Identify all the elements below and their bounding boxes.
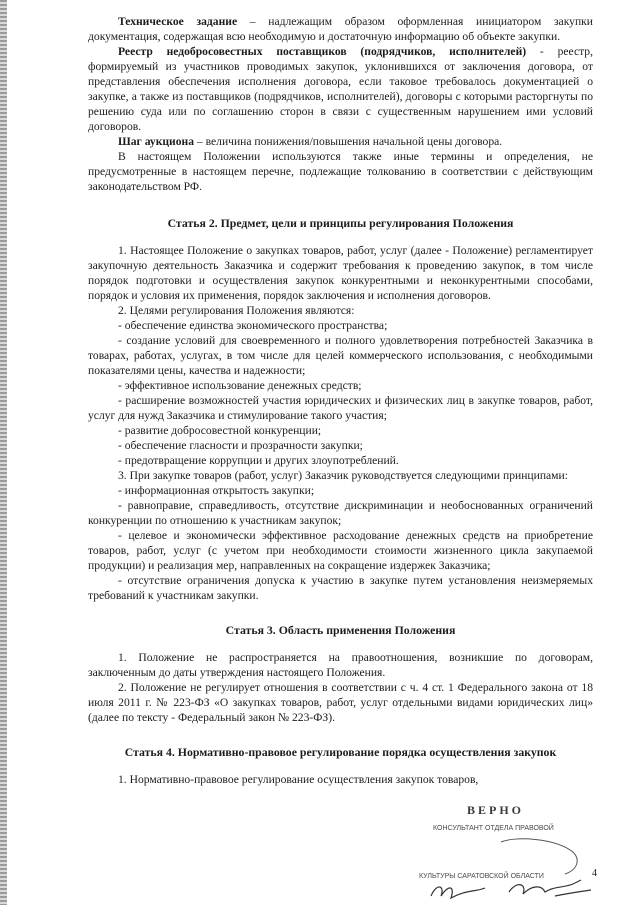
list-item: - обеспечение гласности и прозрачности закупки; [118, 439, 363, 452]
page-number: 4 [592, 868, 597, 879]
article-2-paragraph-3: 3. При закупке товаров (работ, услуг) Заказчик руководствуется следующими принципами: [118, 469, 568, 482]
definition-technical-task: Техническое задание – надлежащим образом оформленная инициатором закупки документация, содержащая всю необходимую и достаточную информацию об объекте закупки. [88, 15, 594, 43]
article-3-paragraph-2: 2. Положение не регулирует отношения в соответствии с ч. 4 ст. 1 Федерального закона от 18 июля 2011 г. № 223-ФЗ «О закупках товаров, работ, услуг отдельными видами юридических лиц» (далее по тексту - Федеральный закон № 223-ФЗ). [88, 681, 593, 724]
definition-registry: Реестр недобросовестных поставщиков (подрядчиков, исполнителей) - реестр, формируемый из участников проводимых закупок, уклонившихся от заключения договора, от представления обеспечения исполнения договора, если таковое требовалось документацией о закупке, а также из поставщиков (подрядчиков, исполнителей), договоры с которыми расторгнуты по решению суда или по соглашению сторон в связи с существенным нарушением ими условий договоров. [88, 45, 594, 133]
goals-list [88, 318, 593, 468]
list-item: - равноправие, справедливость, отсутствие дискриминации и необоснованных ограничений конкуренции по отношению к участникам закупок; [88, 499, 593, 527]
list-item: - целевое и экономически эффективное расходование денежных средств на приобретение товаров, работ, услуг (с учетом при необходимости стоимости жизненного цикла закупаемой продукции) и реализация мер, направленных на сокращение издержек Заказчика; [88, 529, 593, 572]
list-item: - предотвращение коррупции и других злоупотреблений. [118, 454, 399, 467]
definition-auction-step: Шаг аукциона – величина понижения/повышения начальной цены договора. [118, 135, 503, 148]
stamp-line-3: КУЛЬТУРЫ САРАТОВСКОЙ ОБЛАСТИ [419, 873, 544, 880]
list-item: - развитие добросовестной конкуренции; [118, 424, 322, 437]
article-2-title: Статья 2. Предмет, цели и принципы регулирования Положения [167, 216, 514, 230]
certification-stamp [405, 800, 605, 905]
article-3-paragraph-1: 1. Положение не распространяется на правоотношения, возникшие по договорам, заключенным до даты утверждения настоящего Положения. [88, 651, 593, 679]
stamp-line-1: ВЕРНО [467, 803, 525, 817]
scan-edge [0, 0, 7, 905]
article-2-paragraph-2: 2. Целями регулирования Положения являются: [118, 304, 355, 317]
article-2-paragraph-1: 1. Настоящее Положение о закупках товаров, работ, услуг (далее - Положение) регламентирует закупочную деятельность Заказчика и содержит требования к проведению закупок, в том числе порядок подготовки и осуществления закупок конкурентными и неконкурентными способами, порядок и условия их применения, порядок заключения и исполнения договоров. [88, 244, 593, 302]
definitions-closing: В настоящем Положении используются также иные термины и определения, не предусмотренные в настоящем перечне, подлежащие толкованию в соответствии с действующим законодательством РФ. [88, 150, 593, 193]
stamp-line-2: КОНСУЛЬТАНТ ОТДЕЛА ПРАВОВОЙ [433, 825, 554, 832]
list-item: - создание условий для своевременного и полного удовлетворения потребностей Заказчика в товарах, работах, услугах, в том числе для целей коммерческого использования, с необходимыми показателями цены, качества и надежности; [88, 334, 593, 377]
article-4-paragraph-1: 1. Нормативно-правовое регулирование осуществления закупок товаров, [118, 773, 479, 786]
list-item: - обеспечение единства экономического пространства; [118, 319, 388, 332]
principles-list [88, 483, 593, 603]
list-item: - информационная открытость закупки; [118, 484, 315, 497]
article-4-title: Статья 4. Нормативно-правовое регулирование порядка осуществления закупок [124, 745, 557, 759]
list-item: - расширение возможностей участия юридических и физических лиц в закупке товаров, работ, услуг для нужд Заказчика и стимулирование такого участия; [88, 394, 593, 422]
document-page [88, 14, 593, 787]
article-3-title: Статья 3. Область применения Положения [225, 623, 456, 637]
list-item: - эффективное использование денежных средств; [118, 379, 362, 392]
stamp-arc [501, 839, 577, 874]
list-item: - отсутствие ограничения допуска к участию в закупке путем установления неизмеряемых требований к участникам закупки. [88, 574, 593, 602]
signature-right [509, 880, 591, 896]
signature-left [431, 887, 485, 898]
